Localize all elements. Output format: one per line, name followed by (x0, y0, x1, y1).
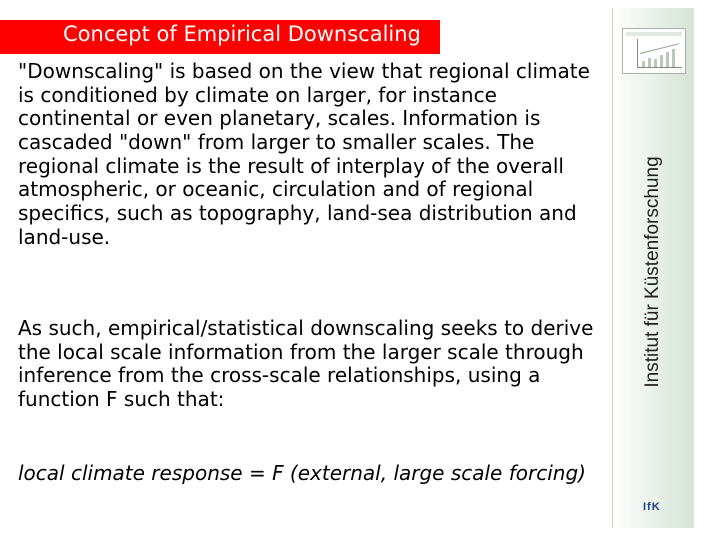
slide-title: Concept of Empirical Downscaling (63, 22, 421, 46)
paragraph-empirical-downscaling: As such, empirical/statistical downscaling seeks to derive the local scale information from the larger scale through inference from the cross-scale relationships, using a function F such that: (18, 316, 594, 412)
thumbnail-bar (666, 52, 669, 67)
thumbnail-header-strip (626, 32, 682, 36)
thumbnail-bar (672, 49, 675, 67)
ifk-logo: IfK (643, 501, 661, 513)
institute-label: Institut für Küstenforschung (642, 156, 663, 388)
sidebar-divider (612, 8, 613, 528)
paragraph-formula: local climate response = F (external, large scale forcing) (18, 461, 586, 485)
paragraph-downscaling-definition: "Downscaling" is based on the view that regional climate is conditioned by climate on larger, for instance continental or even planetary, scales. Information is cascaded "down" from larger to smaller scales. The regional climate is the result of interplay of the overall atmospheric, or oceanic, circulation and of regional specifics, such as topography, land-sea distribution and land-use. (18, 59, 590, 249)
